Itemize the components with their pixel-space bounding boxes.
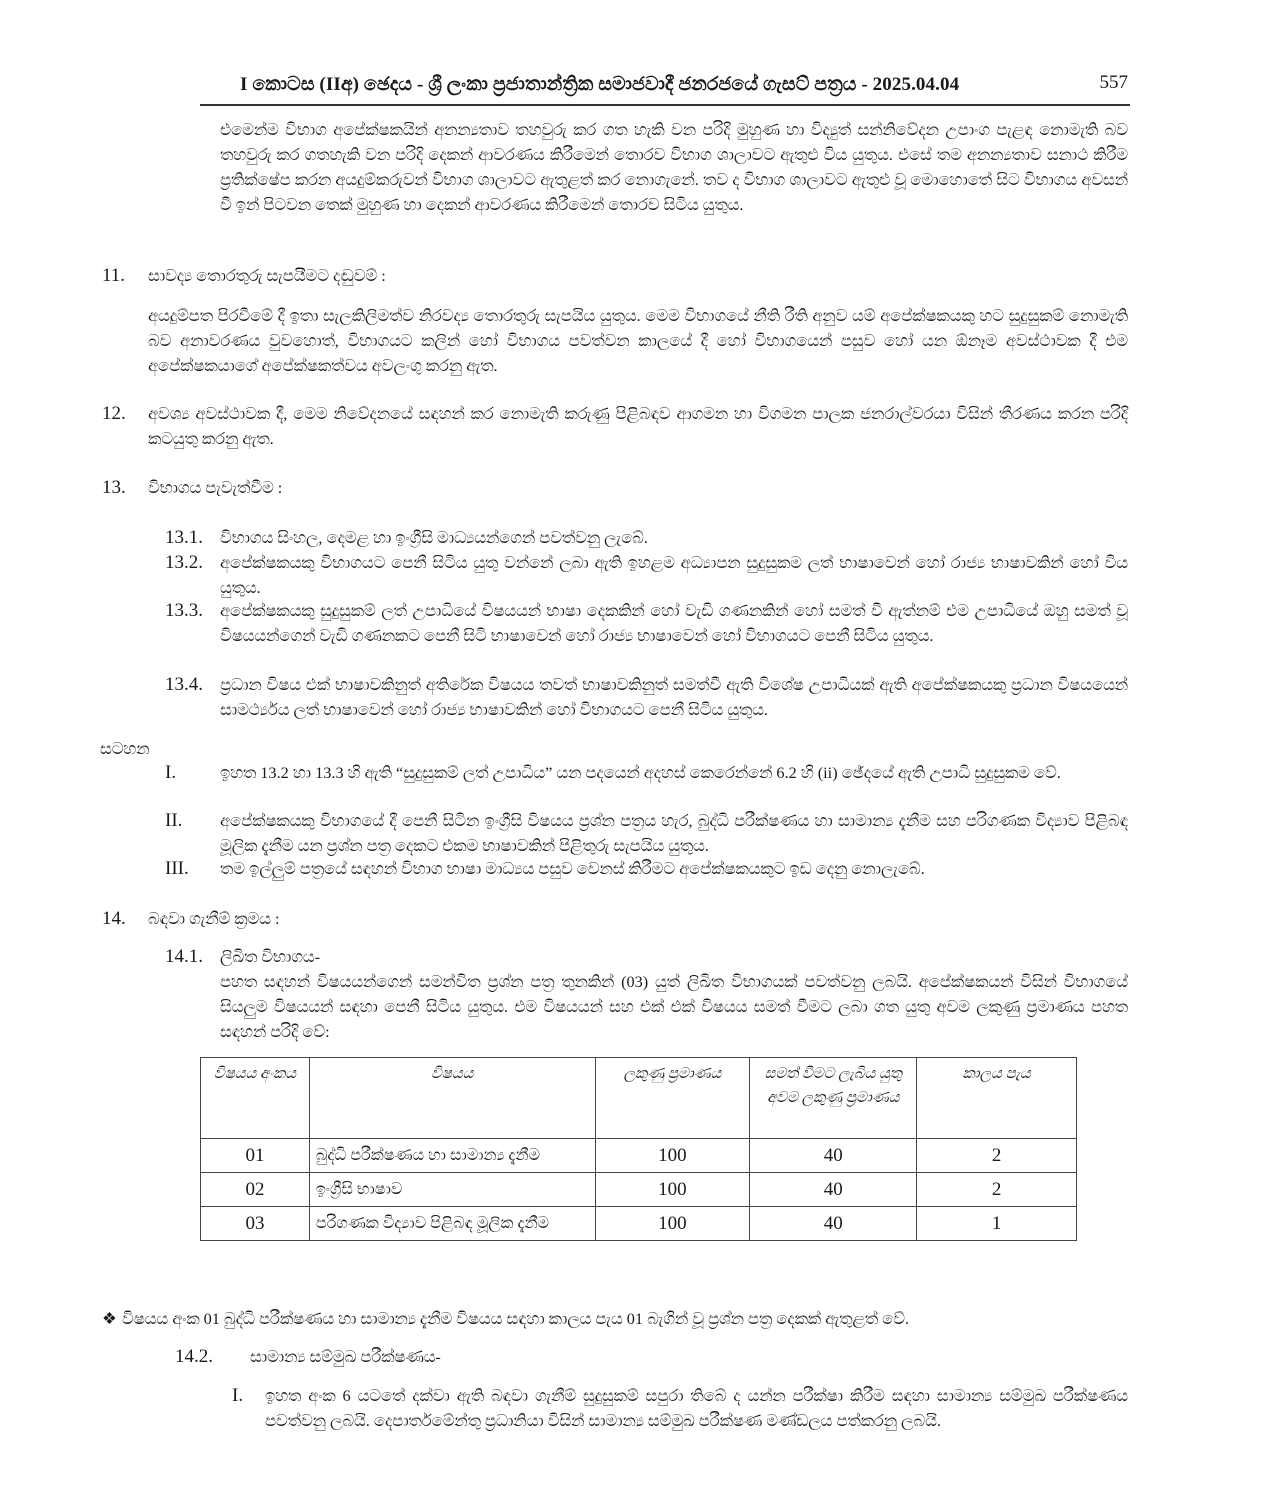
table-row — [201, 1207, 1077, 1241]
cell-marks: 100 — [595, 1139, 750, 1173]
notes-heading: සටහන — [100, 739, 150, 758]
section-11-body: අයදුම්පත පිරවීමේ දී ඉතා සැලකිලිමත්ව නිරවද්‍ය තොරතුරු සැපයිය යුතුය. මෙම විභාගයේ නීති රීති අනුව යම් අපේක්ෂකයකු හට සුදුසුකම් නොමැති බව අනාවරණය වුවහොත්, විභාගයට කලින් හෝ විභාගය පවත්වන කාලයේ දී හෝ විභාගයෙන් පසුව හෝ යන ඕනෑම අවස්ථාවක දී එම අපේක්ෂකයාගේ අපේක්ෂකත්වය අවලංගු කරනු ඇත. — [148, 306, 1128, 375]
section-12-body: අවශ්‍ය අවස්ථාවක දී, මෙම නිවේදනයේ සඳහන් කර නොමැති කරුණු පිළිබඳව ආගමන හා විගමන පාලක ජනරාල්වරයා විසින් තීරණය කරන පරිදි කටයුතු කරනු ඇත. — [148, 404, 1128, 448]
item-14-2-number: 14.2. — [175, 1346, 213, 1367]
item-14-1-body: පහත සඳහන් විෂයයන්ගෙන් සමන්විත ප්‍රශ්න පත්‍ර තුනකින් (03) යුත් ලිඛිත විභාගයක් පවත්වනු ලබයි. අපේක්ෂකයන් විසින් විභාගයේ සියලුම විෂයයන් සඳහා පෙනී සිටිය යුතුය. එම විෂයයන් සහ එක් එක් විෂයය සමත් වීමට ලබා ගත යුතු අවම ලකුණු ප්‍රමාණය පහත සඳහන් පරිදි වේ: — [220, 972, 1128, 1041]
page-number: 557 — [1099, 72, 1128, 93]
cell-marks: 100 — [595, 1173, 750, 1207]
cell-pass-marks: 40 — [750, 1139, 917, 1173]
item-13-4-number: 13.4. — [165, 674, 203, 695]
intro-paragraph: එමෙන්ම විභාග අපේක්ෂකයින් අනන්‍යතාව තහවුරු කර ගත හැකි වන පරිදි මුහුණ හා විද්‍යුත් සන්නිවේදන උපාංග පැළඳ නොමැති බව තහවුරු කර ගතහැකි වන පරිදි දෙකන් ආවරණය කිරීමෙන් තොරව විභාග ශාලාවට ඇතුළු විය යුතුය. එසේ තම අනන්‍යතාව සනාථ කිරීම ප්‍රතික්ෂේප කරන අයදුම්කරුවන් විභාග ශාලාවට ඇතුළත් කර නොගැනේ. තව ද විභාග ශාලාවට ඇතුළු වූ මොහොතේ සිට විභාගය අවසන් වී ඉන් පිටවන තෙක් මුහුණ හා දෙකන් ආවරණය කිරීමෙන් තොරව සිටිය යුතුය. — [220, 120, 1128, 214]
section-11-heading: සාවද්‍ය තොරතුරු සැපයීමට දඬුවම් : — [148, 266, 386, 285]
cell-subject: ඉංග්‍රීසි භාෂාව — [309, 1173, 595, 1207]
cell-hours: 2 — [917, 1173, 1077, 1207]
cell-pass-marks: 40 — [750, 1207, 917, 1241]
item-13-1-text: විභාගය සිංහල, දෙමළ හා ඉංග්‍රීසි මාධ්‍යයන්ගෙන් පවත්වනු ලැබේ. — [220, 528, 648, 547]
item-14-2-heading: සාමාන්‍ය සම්මුඛ පරීක්ෂණය- — [250, 1347, 441, 1366]
diamond-bullet-icon: ❖ — [102, 1309, 117, 1328]
section-13-number: 13. — [102, 477, 126, 498]
cell-subject-no: 02 — [201, 1173, 310, 1207]
cell-hours: 2 — [917, 1139, 1077, 1173]
item-14-1-heading: ලිඛිත විභාගය- — [220, 947, 321, 966]
cell-marks: 100 — [595, 1207, 750, 1241]
col-header-hours: කාලය පැය — [917, 1058, 1077, 1139]
note-2-text: අපේක්ෂකයකු විභාගයේ දී පෙනී සිටින ඉංග්‍රීසි විෂයය ප්‍රශ්න පත්‍රය හැර, බුද්ධි පරීක්ෂණය හා සාමාන්‍ය දැනීම සහ පරිගණක විද්‍යාව පිළිබඳ මූලික දැනීම යන ප්‍රශ්න පත්‍ර දෙකට එකම භාෂාවකින් පිළිතුරු සැපයිය යුතුය. — [220, 811, 1128, 855]
note-2-number: II. — [165, 810, 183, 831]
section-11-number: 11. — [102, 265, 126, 286]
note-3-text: තම ඉල්ලුම් පත්‍රයේ සඳහන් විභාග භාෂා මාධ්‍යය පසුව වෙනස් කිරීමට අපේක්ෂකයකුට ඉඩ දෙනු නොලැබේ. — [220, 859, 925, 878]
item-13-2-number: 13.2. — [165, 552, 203, 573]
table-header-row — [201, 1058, 1077, 1139]
cell-hours: 1 — [917, 1207, 1077, 1241]
item-14-1-number: 14.1. — [165, 946, 203, 967]
page-header — [200, 70, 1130, 106]
cell-subject-no: 03 — [201, 1207, 310, 1241]
item-13-2-text: අපේක්ෂකයකු විභාගයට පෙනී සිටිය යුතු වන්නේ ලබා ඇති ඉහළම අධ්‍යාපන සුදුසුකම ලත් භාෂාවෙන් හෝ රාජ්‍ය භාෂාවකින් හෝ විය යුතුය. — [220, 553, 1128, 597]
section-12-number: 12. — [102, 403, 126, 424]
col-header-marks: ලකුණු ප්‍රමාණය — [595, 1058, 750, 1139]
item-13-3-number: 13.3. — [165, 600, 203, 621]
col-header-subject: විෂයය — [309, 1058, 595, 1139]
item-14-2-1-number: I. — [232, 1385, 244, 1406]
col-header-subject-no: විෂයය අංකය — [201, 1058, 310, 1139]
header-divider — [200, 104, 1130, 106]
header-title: I කොටස (IIඅ) ඡෙදය - ශ්‍රී ලංකා ප්‍රජාතාන්ත්‍රික සමාජවාදී ජනරජයේ ගැසට් පත්‍රය - 2025.04.04 — [240, 74, 960, 95]
item-13-4-text: ප්‍රධාන විෂය එක් භාෂාවකිනුත් අතිරේක විෂයය තවත් භාෂාවකිනුත් සමත්වී ඇති විශේෂ උපාධියක් ඇති අපේක්ෂකයකු ප්‍රධාන විෂයයෙන් සාමර්ථ්‍යය ලත් භාෂාවෙන් හෝ රාජ්‍ය භාෂාවකින් හෝ විභාගයට පෙනී සිටිය යුතුය. — [220, 675, 1128, 719]
table-row — [201, 1139, 1077, 1173]
note-1-number: I. — [165, 762, 177, 783]
cell-pass-marks: 40 — [750, 1173, 917, 1207]
cell-subject-no: 01 — [201, 1139, 310, 1173]
section-13-heading: විභාගය පැවැත්වීම : — [148, 478, 283, 497]
col-header-pass-marks: සමත් වීමට ලැබිය යුතු අවම ලකුණු ප්‍රමාණය — [750, 1058, 917, 1139]
cell-subject: බුද්ධි පරීක්ෂණය හා සාමාන්‍ය දැනීම — [309, 1139, 595, 1173]
item-13-3-text: අපේක්ෂකයකු සුදුසුකම් ලත් උපාධියේ විෂයයන් භාෂා දෙකකින් හෝ වැඩි ගණනකින් හෝ සමත් වී ඇත්නම් එම උපාධියේ ඔහු සමත් වූ විෂයයන්ගෙන් වැඩි ගණනකට පෙනී සිටි භාෂාවෙන් හෝ රාජ්‍ය භාෂාවෙන් හෝ විභාගයට පෙනී සිටිය යුතුය. — [220, 601, 1128, 645]
table-note-text: විෂයය අංක 01 බුද්ධි පරීක්ෂණය හා සාමාන්‍ය දැනීම විෂයය සඳහා කාලය පැය 01 බැගින් වූ ප්‍රශ්න පත්‍ර දෙකක් ඇතුළත් වේ. — [122, 1309, 910, 1328]
note-1-text: ඉහත 13.2 හා 13.3 හි ඇති “සුදුසුකම් ලත් උපාධිය” යන පදයෙන් අදහස් කෙරෙන්නේ 6.2 හි (ii) ඡේදයේ ඇති උපාධි සුදුසුකම වේ. — [220, 763, 1061, 782]
item-14-2-1-text: ඉහත අංක 6 යටතේ දක්වා ඇති බඳවා ගැනීම් සුදුසුකම් සපුරා තිබේ ද යන්න පරීක්ෂා කිරීම සඳහා සාමාන්‍ය සම්මුඛ පරීක්ෂණය පවත්වනු ලබයි. දෙපාර්තමේන්තු ප්‍රධානියා විසින් සාමාන්‍ය සම්මුඛ පරීක්ෂණ මණ්ඩලය පත්කරනු ලබයි. — [265, 1386, 1128, 1430]
cell-subject: පරිගණක විද්‍යාව පිළිබඳ මූලික දැනීම — [309, 1207, 595, 1241]
note-3-number: III. — [165, 858, 189, 879]
item-13-1-number: 13.1. — [165, 527, 203, 548]
table-row — [201, 1173, 1077, 1207]
section-14-heading: බඳවා ගැනීම් ක්‍රමය : — [148, 909, 280, 928]
exam-subjects-table — [200, 1057, 1077, 1241]
section-14-number: 14. — [102, 908, 126, 929]
